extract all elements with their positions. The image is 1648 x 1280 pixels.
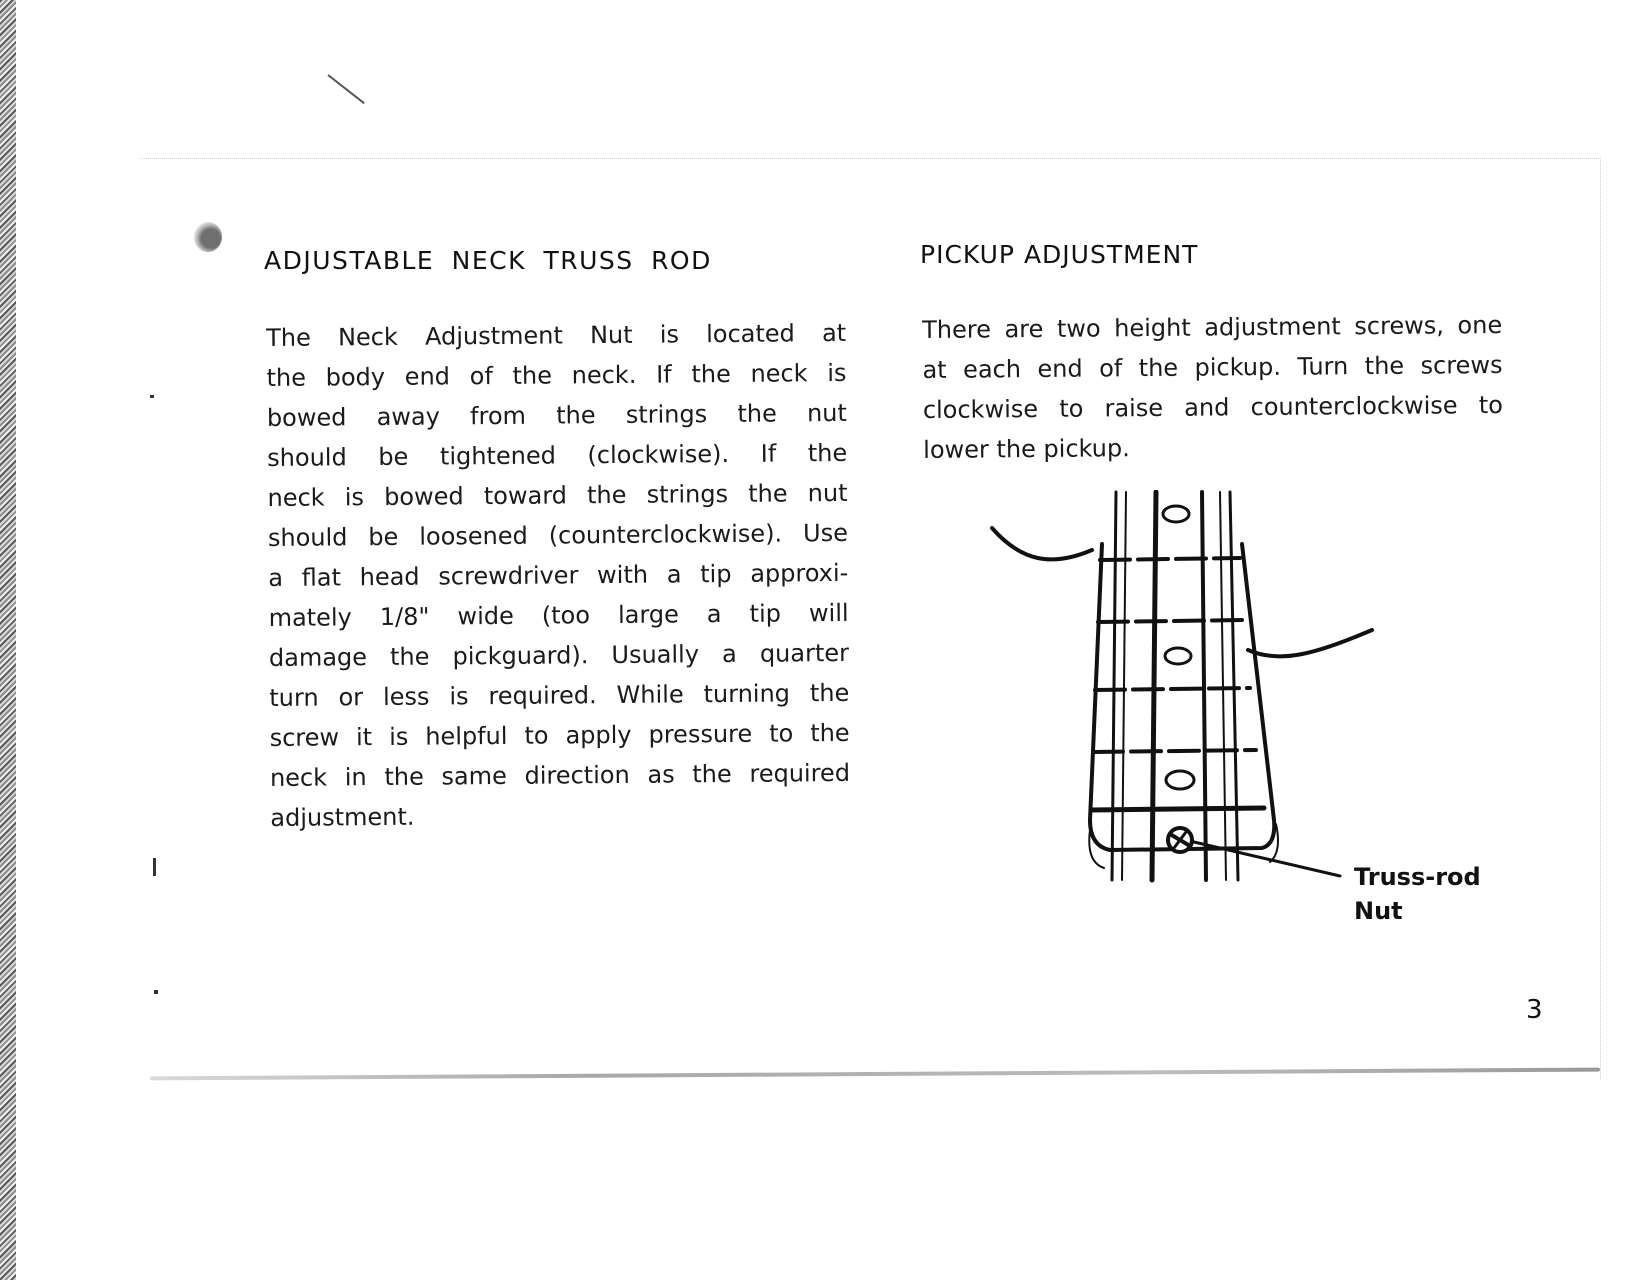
stray-mark bbox=[327, 74, 364, 104]
truss-rod-nut bbox=[1168, 828, 1192, 852]
fret bbox=[1095, 688, 1250, 690]
page-number: 3 bbox=[1526, 995, 1543, 1025]
callout-line-1: Truss-rod bbox=[1354, 863, 1481, 891]
text-line: lower the pickup. bbox=[923, 434, 1130, 464]
punch-hole bbox=[194, 222, 222, 252]
text-line: bowed away from the strings the nut bbox=[266, 398, 847, 432]
text-line: should be loosened (counterclockwise). Use bbox=[267, 518, 849, 552]
text-line: There are two height adjustment screws, one bbox=[922, 310, 1503, 344]
speck bbox=[153, 858, 156, 876]
pickup-heading: PICKUP ADJUSTMENT bbox=[920, 240, 1199, 269]
text-line: at each end of the pickup. Turn the screws bbox=[922, 350, 1503, 384]
truss-rod-heading: ADJUSTABLE NECK TRUSS ROD bbox=[264, 246, 712, 275]
binding-edge bbox=[0, 0, 16, 1280]
string bbox=[1202, 492, 1206, 880]
text-line: The Neck Adjustment Nut is located at bbox=[266, 318, 847, 352]
fret bbox=[1093, 750, 1256, 752]
string bbox=[1152, 492, 1156, 880]
truss-rod-callout bbox=[1354, 860, 1481, 928]
guitar-neck-diagram bbox=[980, 490, 1400, 900]
position-marker bbox=[1166, 771, 1194, 789]
text-line: neck is bowed toward the strings the nut bbox=[267, 478, 848, 512]
text-line: neck in the same direction as the required bbox=[269, 758, 851, 792]
text-line: adjustment. bbox=[270, 802, 415, 832]
text-line: clockwise to raise and counterclockwise to bbox=[922, 390, 1503, 424]
string bbox=[1230, 492, 1238, 880]
callout-line-2: Nut bbox=[1354, 897, 1403, 925]
position-marker bbox=[1165, 648, 1191, 664]
position-marker bbox=[1163, 506, 1189, 522]
speck bbox=[154, 990, 158, 994]
speck bbox=[150, 395, 154, 398]
string bbox=[1220, 492, 1226, 880]
body-contour-right bbox=[1248, 630, 1372, 656]
text-line: the body end of the neck. If the neck is bbox=[266, 358, 847, 392]
pickup-body bbox=[922, 305, 1503, 470]
text-line: turn or less is required. While turning the bbox=[269, 678, 850, 712]
string bbox=[1112, 492, 1116, 880]
truss-rod-body bbox=[266, 313, 851, 838]
string bbox=[1122, 492, 1126, 880]
text-line: mately 1/8" wide (too large a tip will bbox=[268, 598, 849, 632]
fret bbox=[1100, 558, 1240, 560]
text-line: screw it is helpful to apply pressure to the bbox=[269, 718, 850, 752]
neck-outline bbox=[1090, 544, 1274, 850]
body-contour-left bbox=[992, 528, 1092, 559]
text-line: a flat head screwdriver with a tip approxi- bbox=[268, 558, 849, 592]
text-line: damage the pickguard). Usually a quarter bbox=[268, 638, 850, 672]
text-line: should be tightened (clockwise). If the bbox=[267, 438, 848, 472]
